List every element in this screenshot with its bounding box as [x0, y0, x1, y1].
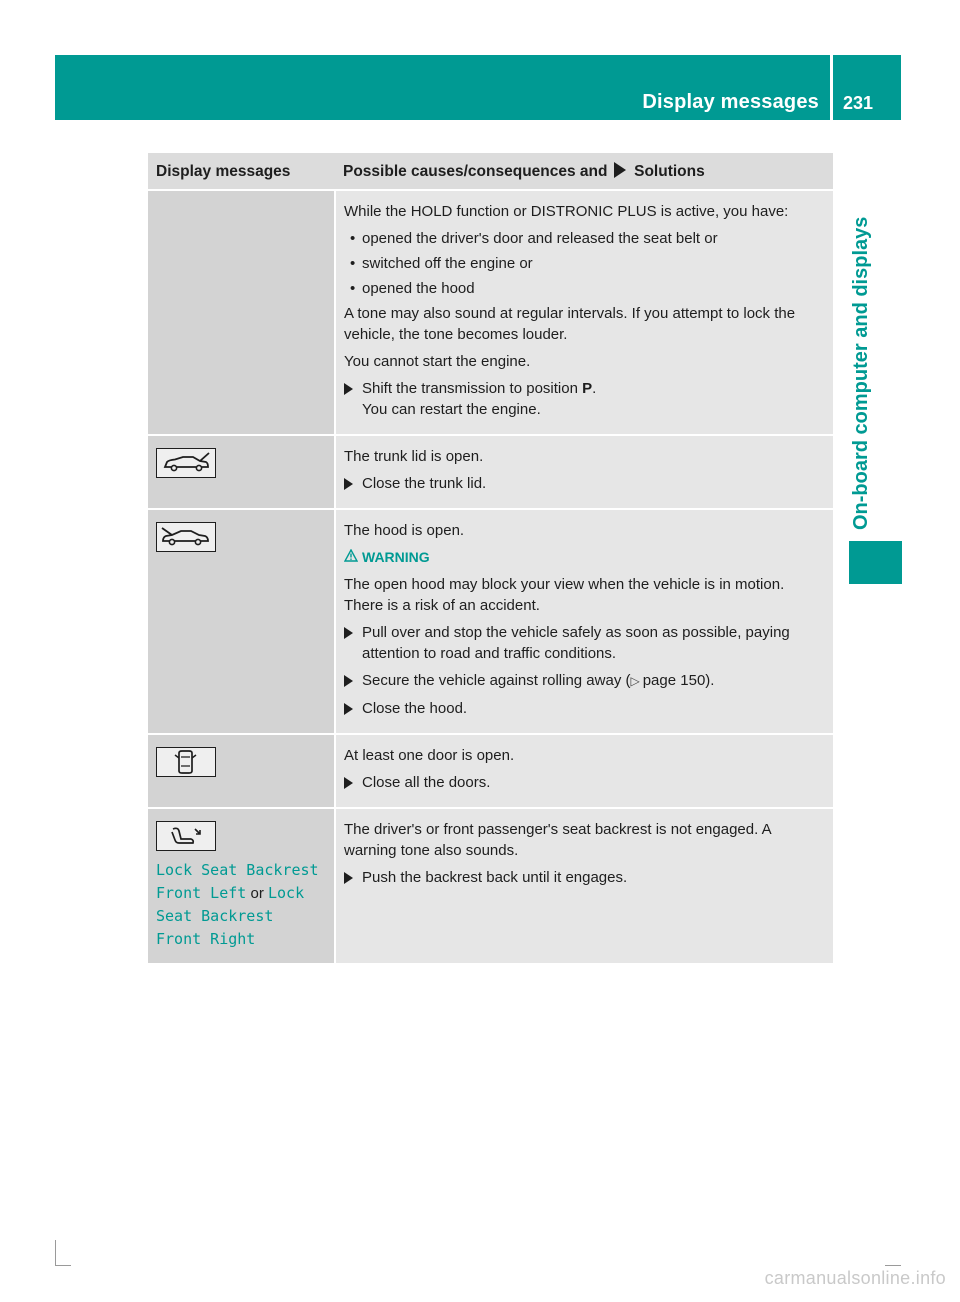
table-row: [148, 734, 833, 808]
step-arrow-icon: [344, 703, 353, 715]
or-separator: or: [250, 885, 264, 902]
warning-heading: [344, 547, 825, 568]
step-text: Close the trunk lid.: [362, 475, 487, 492]
row4-text: At least one door is open.: [344, 747, 515, 764]
step-arrow-icon: [344, 383, 353, 395]
step-arrow-icon: [344, 627, 353, 639]
crop-mark: [55, 1240, 56, 1266]
row4-solution-cell: [335, 734, 833, 808]
display-messages-table: [148, 153, 833, 965]
page-header-bar: [55, 55, 901, 120]
thumb-index-tab: [849, 541, 902, 584]
row5-message-cell: [148, 808, 335, 964]
bullet-dot-icon: •: [350, 280, 356, 297]
bullet-text: switched off the engine or: [362, 255, 533, 272]
row5-text: The driver's or front passenger's seat backrest is not engaged. A warning tone also sounds.: [344, 821, 771, 859]
bullet-dot-icon: •: [350, 255, 356, 272]
row3-message-cell: [148, 509, 335, 734]
step-result: You can restart the engine.: [362, 401, 541, 418]
row3-step: [344, 670, 825, 692]
table-row: [148, 808, 833, 964]
hood-open-icon: [156, 522, 216, 552]
table-row: [148, 435, 833, 509]
table-row: [148, 190, 833, 435]
row1-message-cell: [148, 190, 335, 435]
col-header-causes-text: Possible causes/consequences and: [343, 162, 608, 180]
step-punct: .: [592, 380, 597, 397]
row1-bullet: [344, 253, 825, 274]
msg-lock-seat-backrest-front-right: Lock Seat Backrest Front Right: [156, 884, 305, 948]
door-open-icon: [156, 747, 216, 777]
row1-bullet: [344, 228, 825, 249]
row3-warning-text: The open hood may block your view when the vehicle is in motion. There is a risk of an accident.: [344, 576, 785, 614]
warning-label: WARNING: [362, 549, 430, 565]
row1-tone-text: A tone may also sound at regular intervals. If you attempt to lock the vehicle, the tone becomes louder.: [344, 305, 796, 343]
step-arrow-icon: [344, 777, 353, 789]
solutions-arrow-icon: [614, 162, 626, 178]
section-side-label-text: On-board computer and displays: [850, 216, 872, 530]
row1-solution-cell: [335, 190, 833, 435]
seat-messages: [156, 859, 326, 951]
step-arrow-icon: [344, 675, 353, 687]
row1-intro: While the HOLD function or DISTRONIC PLUS is active, you have:: [344, 203, 789, 220]
row2-text: The trunk lid is open.: [344, 448, 484, 465]
bullet-text: opened the hood: [362, 280, 475, 297]
warning-triangle-icon: [344, 549, 358, 562]
bullet-dot-icon: •: [350, 230, 356, 247]
row2-step: [344, 473, 825, 494]
col-header-solutions-text: Solutions: [634, 162, 705, 180]
row3-text: The hood is open.: [344, 522, 465, 539]
col-header-causes: [335, 153, 833, 190]
row4-message-cell: [148, 734, 335, 808]
bullet-text: opened the driver's door and released the seat belt or: [362, 230, 718, 247]
page-ref-icon: ▷: [630, 674, 640, 688]
gear-position-p: P: [582, 380, 593, 397]
page-number: 231: [843, 93, 874, 113]
step-text: Pull over and stop the vehicle safely as soon as possible, paying attention to road and traffic conditions.: [362, 624, 790, 662]
row4-step: [344, 772, 825, 793]
watermark: carmanualsonline.info: [764, 1268, 946, 1288]
row1-bullet: [344, 278, 825, 299]
seat-backrest-icon: [156, 821, 216, 851]
step-text: Secure the vehicle against rolling away (: [362, 672, 631, 689]
crop-mark: [55, 1265, 71, 1266]
step-arrow-icon: [344, 478, 353, 490]
row2-solution-cell: [335, 435, 833, 509]
row3-step: [344, 698, 825, 719]
page-ref-link[interactable]: page 150: [642, 672, 706, 689]
row3-solution-cell: [335, 509, 833, 734]
crop-mark: [885, 1265, 901, 1266]
row5-solution-cell: [335, 808, 833, 964]
step-punct: ).: [705, 672, 715, 689]
trunk-open-icon: [156, 448, 216, 478]
row1-no-start-text: You cannot start the engine.: [344, 353, 531, 370]
table-row: [148, 509, 833, 734]
row1-step: [344, 378, 825, 420]
row3-step: [344, 622, 825, 664]
page-title: Display messages: [642, 91, 819, 113]
step-text: Close all the doors.: [362, 774, 491, 791]
table-header-row: [148, 153, 833, 190]
msg-lock-seat-backrest-front-left: Lock Seat Backrest Front Left: [156, 861, 319, 902]
row5-step: [344, 867, 825, 888]
col-header-display-messages: Display messages: [148, 153, 335, 190]
step-text: Close the hood.: [362, 700, 468, 717]
row2-message-cell: [148, 435, 335, 509]
step-text: Shift the transmission to position: [362, 380, 578, 397]
header-divider: [830, 55, 833, 120]
step-arrow-icon: [344, 872, 353, 884]
step-text: Push the backrest back until it engages.: [362, 869, 628, 886]
